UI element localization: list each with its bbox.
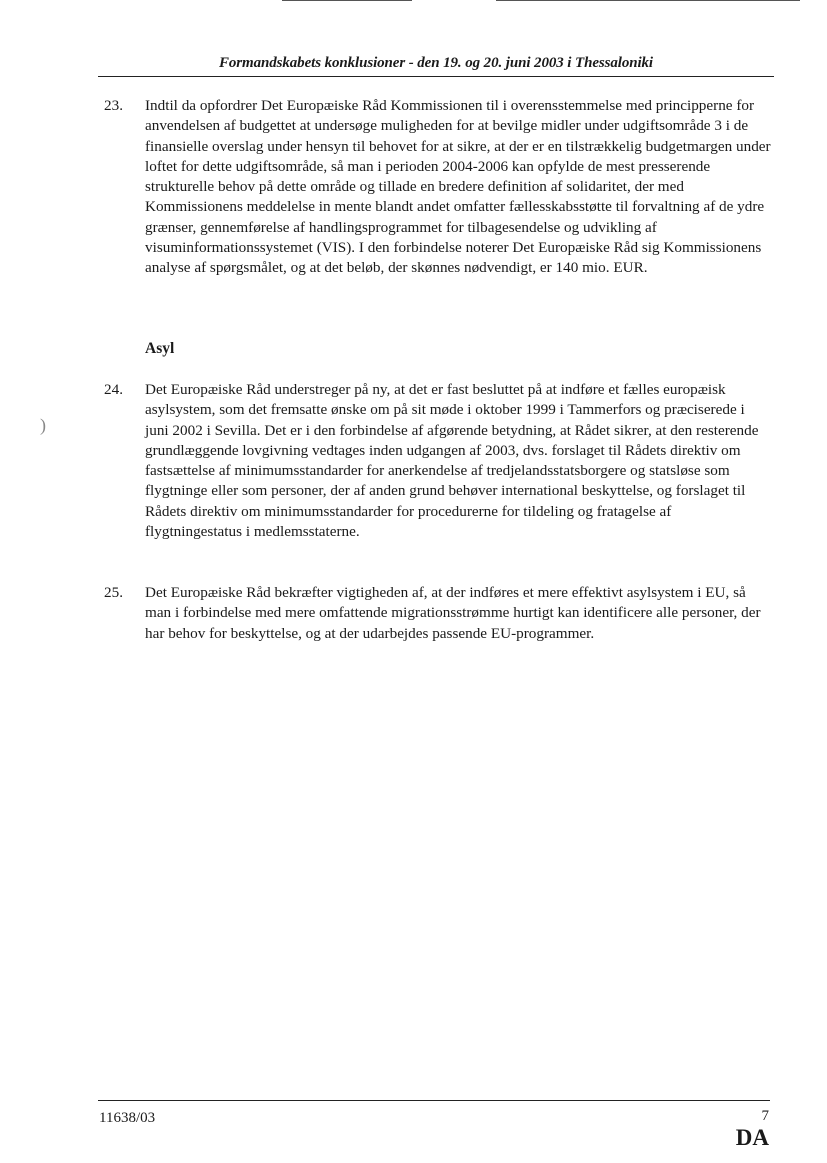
paragraph-text: Det Europæiske Råd bekræfter vigtigheden af, at der indføres et mere effektivt asylsystem i EU, så man i forbindelse med mere omfattende migrationsstrømme hurtigt kan identificere alle personer, der har behov for beskyttelse, og at der udarbejdes passende EU-programmer. — [145, 584, 761, 642]
scan-top-rule-left — [282, 0, 412, 1]
header-rule — [98, 76, 774, 77]
paragraph-text: Det Europæiske Råd understreger på ny, at det er fast besluttet på at indføre et fælles europæisk asylsystem, som det fremsatte ønske om på sit møde i oktober 1999 i Tammerfors og præciserede i juni 2002 i Sevilla. Det er i den forbindelse af afgørende betydning, at Rådet sikrer, at den resterende grundlæggende lovgivning vedtages inden udgangen af 2003, dvs. forslaget til Rådets direktiv om fastsættelse af minimumsstandarder for anerkendelse af tredjelandsstatsborgere og statsløse som flygtninge eller som personer, der af anden grund behøver international beskyttelse, og forslaget til Rådets direktiv om minimumsstandarder for procedurerne for tildeling og fratagelse af flygtningestatus i medlemsstaterne. — [145, 381, 759, 541]
footer-rule — [98, 1100, 770, 1101]
scan-top-rule-right — [496, 0, 800, 1]
page-number: 7 — [761, 1108, 769, 1124]
paragraph-number: 25. — [104, 584, 123, 601]
scan-margin-mark: ) — [40, 415, 46, 435]
paragraph-text: Indtil da opfordrer Det Europæiske Råd Kommissionen til i overensstemmelse med principperne for anvendelsen af budgettet at undersøge muligheden for at bevilge midler under udgiftsområde 3 i de finansielle overslag under hensyn til behovet for at sikre, at der er en tilstrækkelig budgetmargen under loftet for dette udgiftsområde, så man i perioden 2004-2006 kan opfylde de mest presserende strukturelle behov på dette område og tillade en bredere definition af solidaritet, der med Kommissionens meddelelse in mente blandt andet omfatter fællesskabsstøtte til forvaltning af de ydre grænser, gennemførelse af handlingsprogrammet for tilbagesendelse og udvikling af visuminformationssystemet (VIS). I den forbindelse noterer Det Europæiske Råd sig Kommissionens analyse af spørgsmålet, og at det beløb, der skønnes nødvendigt, er 140 mio. EUR. — [145, 97, 771, 277]
paragraph-24 — [100, 380, 772, 542]
language-code: DA — [735, 1125, 769, 1150]
section-heading-asyl: Asyl — [145, 340, 175, 357]
paragraph-23 — [100, 96, 772, 279]
paragraph-25 — [100, 583, 772, 644]
paragraph-number: 23. — [104, 97, 123, 114]
paragraph-number: 24. — [104, 381, 123, 398]
document-number: 11638/03 — [99, 1110, 156, 1126]
page-header-title: Formandskabets konklusioner - den 19. og 20. juni 2003 i Thessaloniki — [218, 55, 653, 71]
